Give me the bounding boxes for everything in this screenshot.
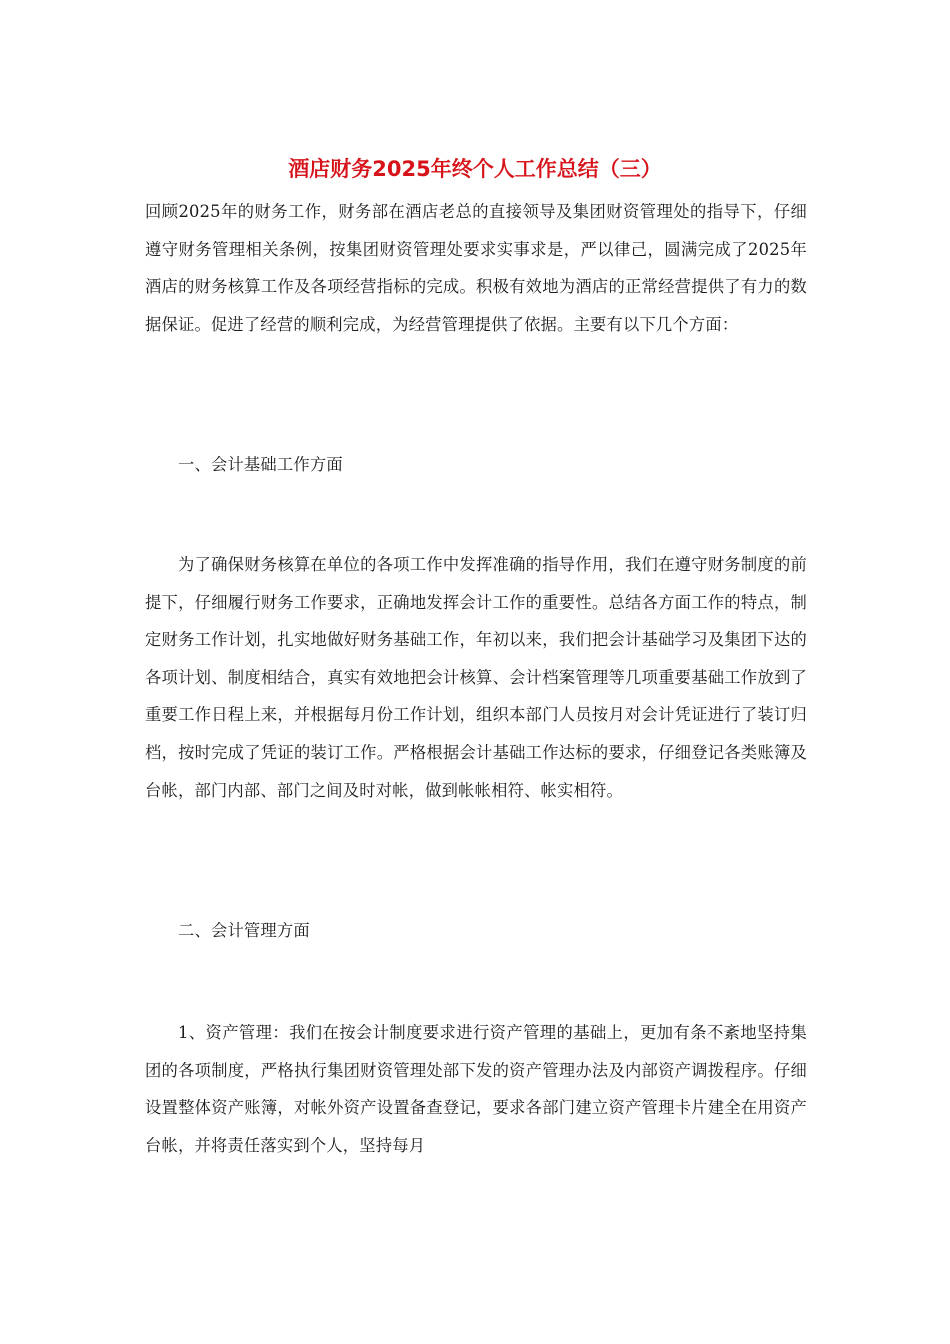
- document-title: 酒店财务2025年终个人工作总结（三）: [288, 157, 662, 181]
- asset-management-paragraph: 1、资产管理：我们在按会计制度要求进行资产管理的基础上，更加有条不紊地坚持集团的各项制度，严格执行集团财资管理处部下发的资产管理办法及内部资产调拨程序。仔细设置整体资产账簿，对帐外资产设置备查登记，要求各部门建立资产管理卡片建全在用资产台帐，并将责任落实到个人，坚持每月: [145, 1023, 807, 1155]
- accounting-basics-paragraph: 为了确保财务核算在单位的各项工作中发挥准确的指导作用，我们在遵守财务制度的前提下，仔细履行财务工作要求，正确地发挥会计工作的重要性。总结各方面工作的特点，制定财务工作计划，扎实地做好财务基础工作，年初以来，我们把会计基础学习及集团下达的各项计划、制度相结合，真实有效地把会计核算、会计档案管理等几项重要基础工作放到了重要工作日程上来，并根据每月份工作计划，组织本部门人员按月对会计凭证进行了装订归档，按时完成了凭证的装订工作。严格根据会计基础工作达标的要求，仔细登记各类账簿及台帐，部门内部、部门之间及时对帐，做到帐帐相符、帐实相符。: [145, 555, 807, 800]
- section-heading-accounting-basics: 一、会计基础工作方面: [178, 455, 343, 474]
- section-heading-accounting-management: 二、会计管理方面: [178, 921, 310, 940]
- intro-paragraph: 回顾2025年的财务工作，财务部在酒店老总的直接领导及集团财资管理处的指导下，仔细遵守财务管理相关条例，按集团财资管理处要求实事求是，严以律己，圆满完成了2025年酒店的财务核算工作及各项经营指标的完成。积极有效地为酒店的正常经营提供了有力的数据保证。促进了经营的顺利完成，为经营管理提供了依据。主要有以下几个方面：: [145, 202, 807, 334]
